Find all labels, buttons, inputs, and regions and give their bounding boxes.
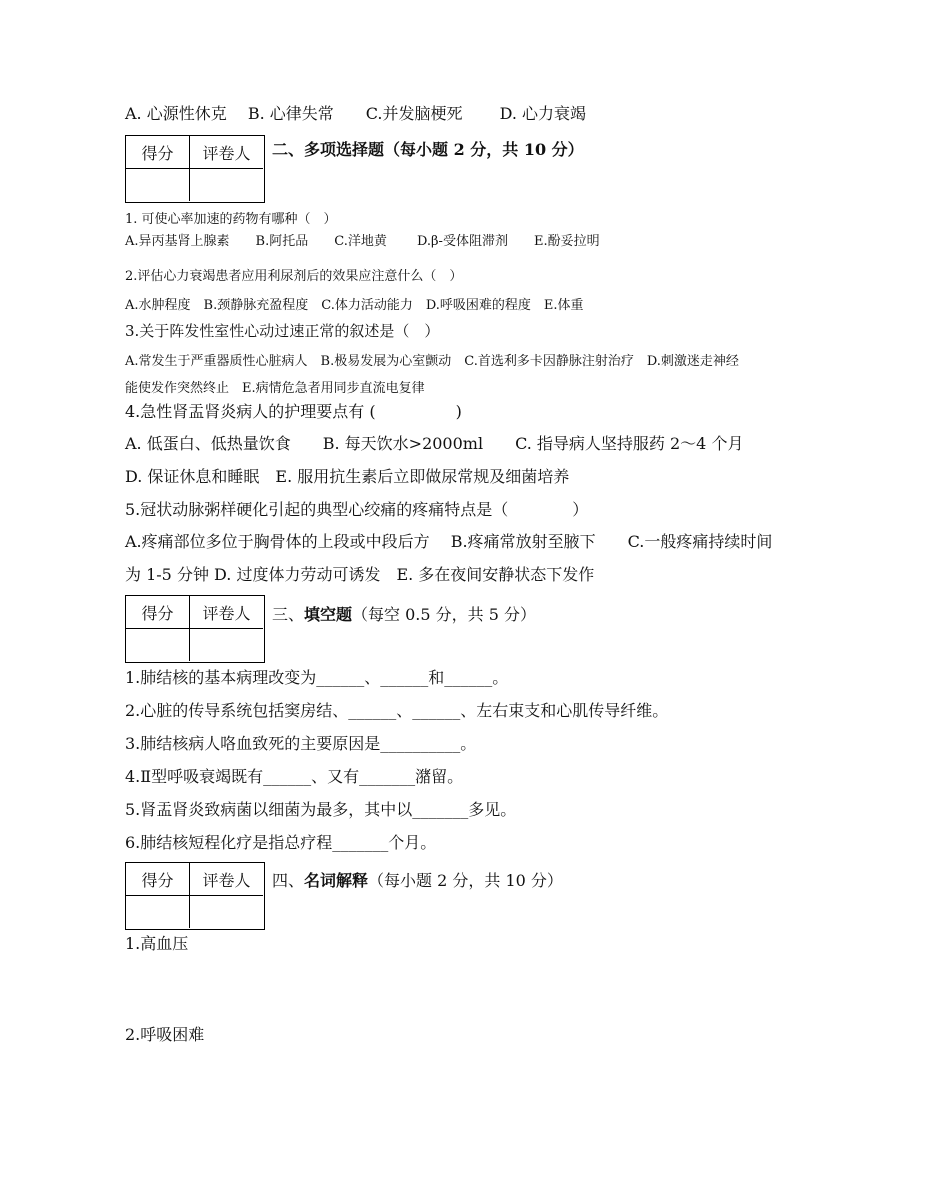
question-options: A.水肿程度 B.颈静脉充盈程度 C.体力活动能力 D.呼吸困难的程度 E.体重: [125, 298, 584, 313]
score-label: 得分: [126, 136, 190, 169]
question-options: A.常发生于严重器质性心脏病人 B.极易发展为心室颤动 C.首选利多卡因静脉注射治疗 D.刺激迷走神经: [125, 354, 739, 369]
section-name: 填空题: [304, 605, 353, 624]
question-options: A. 心源性休克 B. 心律失常 C.并发脑梗死 D. 心力衰竭: [125, 104, 587, 123]
score-table: [125, 862, 265, 930]
section-title: [272, 868, 563, 891]
term-question: 1.高血压: [125, 934, 189, 953]
section-scoring: （每小题 2 分，共 10 分）: [368, 871, 563, 890]
question-options: A.异丙基肾上腺素 B.阿托品 C.洋地黄 D.β-受体阻滞剂 E.酚妥拉明: [125, 234, 600, 249]
grader-label: 评卷人: [190, 596, 263, 629]
fill-in-question: 5.肾盂肾炎致病菌以细菌为最多，其中以_______多见。: [125, 800, 517, 819]
question-options: 为 1-5 分钟 D. 过度体力劳动可诱发 E. 多在夜间安静状态下发作: [125, 565, 595, 584]
question-options: A.疼痛部位多位于胸骨体的上段或中段后方 B.疼痛常放射至腋下 C.一般疼痛持续时间: [125, 532, 773, 551]
grader-label: 评卷人: [190, 863, 263, 896]
section-name: 名词解释: [304, 871, 369, 890]
fill-in-question: 3.肺结核病人咯血致死的主要原因是__________。: [125, 734, 477, 753]
score-blank: [126, 896, 190, 928]
grader-label: 评卷人: [190, 136, 263, 169]
fill-in-question: 6.肺结核短程化疗是指总疗程_______个月。: [125, 833, 437, 852]
grader-blank: [190, 896, 263, 928]
section-number: 四、: [272, 871, 305, 890]
score-blank: [126, 169, 190, 201]
fill-in-question: 1.肺结核的基本病理改变为______、______和______。: [125, 668, 509, 687]
score-table: [125, 135, 265, 203]
section-scoring: （每空 0.5 分，共 5 分）: [352, 605, 537, 624]
score-label: 得分: [126, 863, 190, 896]
score-table: [125, 595, 265, 663]
grader-blank: [190, 169, 263, 201]
fill-in-question: 4.Ⅱ型呼吸衰竭既有______、又有_______潴留。: [125, 767, 464, 786]
question: 4.急性肾盂肾炎病人的护理要点有 ( ): [125, 402, 462, 421]
question: 5.冠状动脉粥样硬化引起的典型心绞痛的疼痛特点是（ ）: [125, 500, 589, 519]
question-options: A. 低蛋白、低热量饮食 B. 每天饮水>2000ml C. 指导病人坚持服药 2～4 个月: [125, 434, 744, 453]
section-number: 三、: [272, 605, 305, 624]
question: 3.关于阵发性室性心动过速正常的叙述是（ ）: [125, 322, 440, 340]
question: 1. 可使心率加速的药物有哪种（ ）: [125, 212, 337, 227]
score-blank: [126, 629, 190, 661]
grader-blank: [190, 629, 263, 661]
section-title: 二、多项选择题（每小题 2 分，共 10 分）: [272, 140, 584, 159]
term-question: 2.呼吸困难: [125, 1025, 205, 1044]
section-title: [272, 602, 536, 625]
question-options: 能使发作突然终止 E.病情危急者用同步直流电复律: [125, 381, 425, 396]
fill-in-question: 2.心脏的传导系统包括窦房结、______、______、左右束支和心肌传导纤维。: [125, 701, 669, 720]
question-options: D. 保证休息和睡眠 E. 服用抗生素后立即做尿常规及细菌培养: [125, 467, 570, 486]
score-label: 得分: [126, 596, 190, 629]
question: 2.评估心力衰竭患者应用利尿剂后的效果应注意什么（ ）: [125, 269, 463, 284]
